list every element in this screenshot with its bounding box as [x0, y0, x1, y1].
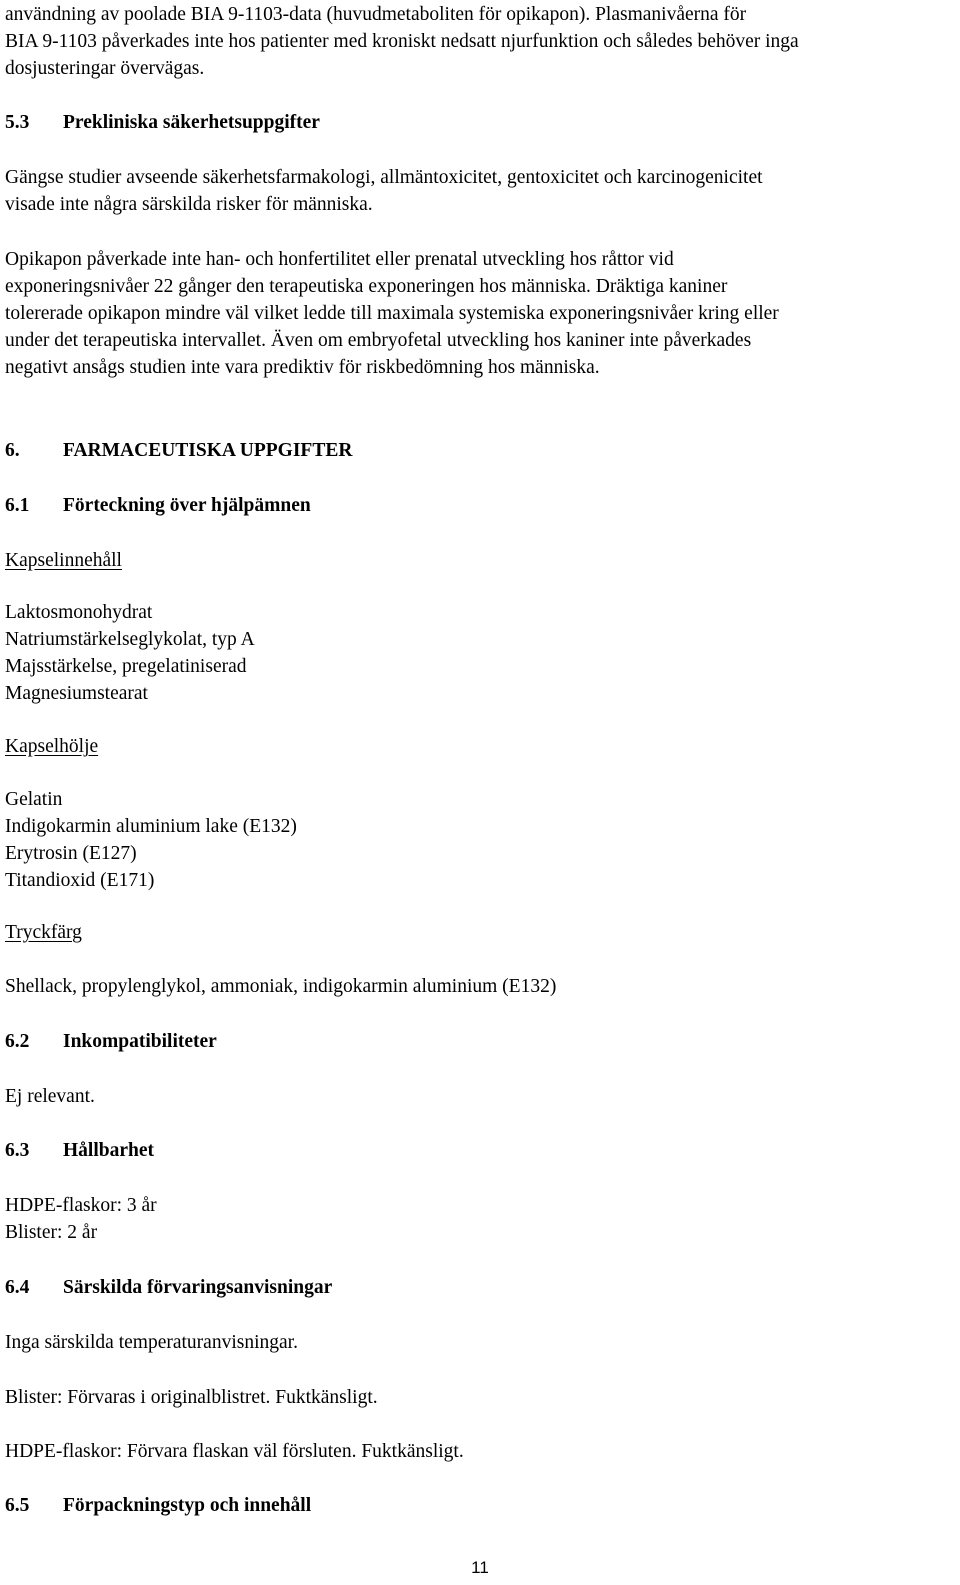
printing-ink-label: Tryckfärg [5, 922, 82, 943]
list-item: Laktosmonohydrat [5, 602, 153, 623]
section-number: 6. [5, 440, 20, 461]
section-heading-5-3 [5, 109, 320, 136]
list-item: Blister: 2 år [5, 1222, 98, 1243]
preclinical-paragraph-1 [5, 164, 763, 218]
section-heading-6-3 [5, 1137, 154, 1164]
text-line: användning av poolade BIA 9-1103-data (huvudmetaboliten för opikapon). Plasmanivåerna för [5, 4, 747, 25]
section-number: 6.2 [5, 1031, 30, 1052]
preclinical-paragraph-2 [5, 246, 779, 381]
list-item: Indigokarmin aluminium lake (E132) [5, 816, 297, 837]
list-item: Titandioxid (E171) [5, 870, 155, 891]
section-number: 6.5 [5, 1495, 30, 1516]
text-line: negativt ansågs studien inte vara prediktiv för riskbedömning hos människa. [5, 357, 600, 378]
capsule-shell-list [5, 786, 297, 894]
storage-text-temperature: Inga särskilda temperaturanvisningar. [5, 1332, 298, 1353]
text-line: BIA 9-1103 påverkades inte hos patienter med kroniskt nedsatt njurfunktion och således behöver inga [5, 31, 799, 52]
capsule-content-label: Kapselinnehåll [5, 550, 122, 571]
page-number: 11 [471, 1558, 489, 1577]
section-heading-6-5 [5, 1492, 311, 1519]
section-heading-6-4 [5, 1274, 332, 1301]
list-item: HDPE-flaskor: 3 år [5, 1195, 157, 1216]
printing-ink-text: Shellack, propylenglykol, ammoniak, indigokarmin aluminium (E132) [5, 976, 557, 997]
intro-paragraph [5, 1, 799, 82]
section-number: 5.3 [5, 112, 30, 133]
section-title: Särskilda förvaringsanvisningar [63, 1277, 333, 1298]
section-heading-6-2 [5, 1028, 217, 1055]
incompatibilities-text: Ej relevant. [5, 1086, 95, 1107]
section-heading-6 [5, 437, 352, 464]
text-line: dosjusteringar övervägas. [5, 58, 205, 79]
text-line: exponeringsnivåer 22 gånger den terapeutiska exponeringen hos människa. Dräktiga kaniner [5, 276, 728, 297]
section-title: Inkompatibiliteter [63, 1031, 217, 1052]
list-item: Majsstärkelse, pregelatiniserad [5, 656, 247, 677]
section-number: 6.1 [5, 495, 30, 516]
list-item: Natriumstärkelseglykolat, typ A [5, 629, 255, 650]
storage-text-bottle: HDPE-flaskor: Förvara flaskan väl försluten. Fuktkänsligt. [5, 1441, 464, 1462]
text-line: Gängse studier avseende säkerhetsfarmakologi, allmäntoxicitet, gentoxicitet och karcinogenicitet [5, 167, 763, 188]
section-title: Hållbarhet [63, 1140, 154, 1161]
capsule-shell-label: Kapselhölje [5, 736, 99, 757]
section-title: Prekliniska säkerhetsuppgifter [63, 112, 320, 133]
list-item: Gelatin [5, 789, 63, 810]
text-line: tolererade opikapon mindre väl vilket ledde till maximala systemiska exponeringsnivåer kring eller [5, 303, 779, 324]
section-number: 6.3 [5, 1140, 30, 1161]
text-line: visade inte några särskilda risker för människa. [5, 194, 373, 215]
section-title: Förteckning över hjälpämnen [63, 495, 311, 516]
storage-text-blister: Blister: Förvaras i originalblistret. Fuktkänsligt. [5, 1387, 378, 1408]
list-item: Magnesiumstearat [5, 683, 148, 704]
section-heading-6-1 [5, 492, 311, 519]
section-title: FARMACEUTISKA UPPGIFTER [63, 440, 353, 461]
text-line: Opikapon påverkade inte han- och honfertilitet eller prenatal utveckling hos råttor vid [5, 249, 674, 270]
section-number: 6.4 [5, 1277, 30, 1298]
capsule-content-list [5, 599, 255, 707]
section-title: Förpackningstyp och innehåll [63, 1495, 312, 1516]
shelf-life-list [5, 1192, 157, 1246]
text-line: under det terapeutiska intervallet. Även om embryofetal utveckling hos kaniner inte påverkades [5, 330, 752, 351]
list-item: Erytrosin (E127) [5, 843, 137, 864]
